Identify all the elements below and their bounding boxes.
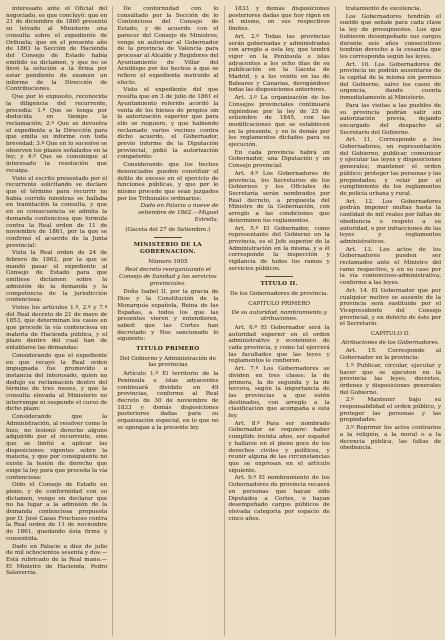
decree-number: Número 1005 — [148, 258, 188, 265]
paragraph: Art. 3.º La organización de los Consejos provinciales continuará rigiéndose por la ley de 25 de setiembre de 1845, con las modificaciones que se establecen en la presente, y en lo demás por los reglamentos dictados para su ejecución. — [228, 95, 330, 149]
law-title: Real decreto reorganizando el Consejo de Sanidad y los servicios provinciales. — [119, 267, 217, 287]
paragraph: Los Gobernadores tendrán el sueldo que señale para cada clase la ley de presupuestos. Los que hubieren desempeñado sus cargos durante seis años consecutivos tendrán derecho a la cesantía que les corresponda según las leyes. — [339, 13, 441, 60]
paragraph: Art. 8.º Para ser nombrado Gobernador se requiere: haber cumplido treinta años, ser español y hallarse en el pleno goce de los derechos civiles y políticos, y reunir alguna de las circunstancias que se expresan en el artículo siguiente. — [228, 420, 330, 474]
column-4 — [335, 6, 441, 636]
paragraph: Art. 15. Corresponde al Gobernador en la provincia: — [339, 348, 441, 362]
chapter-heading: CAPITULO II. — [370, 331, 410, 338]
paragraph: Dado en Palacio a diez de julio de mil ochocientos sesenta y dos.—Está rubricado de la Real mano.—El Ministro de Hacienda, Pedro Salaverría. — [6, 543, 108, 577]
paragraph: 3.º Reprimir los actos contrarios a la religión, a la moral o a la decencia pública, las faltas de obediencia. — [339, 425, 441, 452]
paragraph: 1833 y demás disposiciones posteriores dadas que hoy rigen en el mismo, en sus respectivos límites. — [228, 6, 330, 33]
paragraph: En cada provincia habrá un Gobernador, una Diputación y un Consejo provincial. — [228, 149, 330, 170]
column-3 — [224, 6, 330, 636]
paragraph: Artículo 1.º El territorio de la Península e islas adyacentes continuará dividido en 49 provincias, conforme al Real decreto de 30 de noviembre de 1833 y demás disposiciones posteriores dadas para su organización especial, en lo que no se opongan a la presente ley. — [117, 371, 219, 431]
title-subheading: Del Gobierno y Administración de las provincias — [119, 355, 216, 369]
paragraph: Art. 9.º El nombramiento de los Gobernadores de provincia recaerá en personas que hayan sido Diputados a Cortes, o hayan desempeñado cargos públicos de elevada categoría por espacio de cinco años. — [228, 475, 330, 522]
paragraph: Visto el escrito presentado por el recurrente solicitando se declare que el término para recurrir no había corrido mientras se hallaba en tramitación la consulta, y que en su consecuencia se admita la demanda contenciosa que formula contra la Real orden de 11 de noviembre de 1861, por la que se confirmó el acuerdo de la Junta provincial: — [6, 175, 108, 249]
paragraph: Art. 5.º El Gobernador, como representante del Gobierno en la provincia, es el Jefe superior de la Administración en la misma, y a él corresponde la inspección y vigilancia de todos los ramos y servicios públicos. — [228, 225, 330, 272]
columns-container — [6, 6, 441, 636]
divider — [265, 276, 293, 277]
paragraph: Doña Isabel II, por la gracia de Dios y la Constitución de la Monarquía española, Reina de las Españas, a todos los que las presentes vieren y entendieren, sabed: que las Cortes han decretado y Nos sancionado lo siguiente: — [117, 289, 219, 343]
paragraph: Art. 13. Los actos de los Gobernadores pueden ser reclamados ante el Ministro del ramo respectivo, y en su caso por la vía contencioso-administrativa, conforme a las leyes. — [339, 246, 441, 287]
paragraph: Art. 11. Corresponde a los Gobernadores, en representación del Gobierno, publicar, comunicar y ejecutar las leyes y disposiciones generales; mantener el orden público; proteger las personas y las propiedades; y velar por el cumplimiento de los reglamentos de policía urbana y rural. — [339, 137, 441, 197]
paragraph: Considerando que la Administración, al resolver como lo hizo, no lesionó derecho alguno adquirido por el recurrente, sino que se limitó a aplicar las disposiciones vigentes sobre la materia, y que por consiguiente no existe la lesión de derecho que exige la ley para que proceda la vía contenciosa: — [6, 414, 108, 481]
column-1 — [6, 6, 107, 636]
paragraph: Art. 10. Los Gobernadores de provincia no podrán ausentarse de la capital de la misma sin permiso del Gobierno, salvo los casos de urgencia, dando cuenta inmediatamente al Ministerio. — [339, 61, 441, 102]
paragraph: Art. 7.º Los Gobernadores se dividen en tres clases: la de primera, la de segunda y la de tercera, según la importancia de las provincias a que estén destinados, con arreglo a la clasificación que acompaña a esta ley. — [228, 366, 330, 420]
paragraph: Vistos los artículos 1.º, 2.º y 7.º del Real decreto de 21 de mayo de 1853, que determinan los casos en que procede la vía contenciosa en materia de Hacienda pública, y el plazo dentro del cual han de entablarse las demandas: — [6, 304, 108, 352]
paragraph: tratamiento de excelencia. — [345, 6, 422, 12]
paragraph: Art. 6.º El Gobernador será la autoridad superior en el orden administrativo y económico de cada provincia, y como tal ejercerá las facultades que las leyes y reglamentos le confieren. — [228, 324, 330, 365]
title-heading: TITULO II. — [260, 281, 298, 288]
chapter-heading: CAPITULO PRIMERO — [248, 300, 311, 307]
paragraph: De conformidad con lo consultado por la Sección de lo Contencioso del Consejo de Estado, y de acuerdo con el parecer del Consejo de Ministros, vengo en autorizar al Gobernador de la provincia de Valencia para procesar al Alcalde y Regidores del Ayuntamiento de Villar del Arzobispo por los hechos a que se refiere el expediente instruido al efecto. — [117, 6, 219, 86]
title-subheading: De los Gobernadores de provincia. — [230, 291, 329, 298]
paragraph: Para las visitas a las pueblos de su provincia podrán salir sin autorización previa, dejando encargado del despacho al Secretario del Gobierno. — [339, 102, 441, 136]
divider — [154, 237, 182, 238]
paragraph: Visto el expediente del que resulta que en 3 de julio de 1861 el Ayuntamiento referido acordó la venta de los bienes de propios sin la autorización superior que para ello se requiere, y que habiendo reclamado varios vecinos contra dicho acuerdo, el Gobernador, previo informe de la Diputación provincial, pidió la autorización competente: — [117, 87, 219, 161]
paragraph: 1.º Publicar, circular, ejecutar y hacer que se ejecuten en la provincia las leyes, decretos, órdenes y disposiciones generales del Gobierno. — [339, 362, 441, 396]
chapter-subheading: De su autoridad, nombramiento y atribuciones. — [231, 309, 327, 323]
paragraph: Que por lo expuesto, reconocida la diligencia del recurrente, procedía: 1.º Que se tenga por deducida en tiempo la reclamación; 2.º Que se devuelva el expediente a la Dirección para que emita su informe con toda brevedad; 3.º Que en lo sucesivo se observen los plazos señalados en la ley; y 4.º Que se comunique al interesado la resolución que recaiga. — [6, 94, 108, 174]
paragraph: Vista la Real orden de 24 de febrero de 1862, por la que se mandó pasar el expediente al Consejo de Estado para que emitiese dictamen sobre la admisión de la demanda y la competencia de la jurisdicción contenciosa: — [6, 250, 108, 304]
paragraph: 2.º Mantener bajo su responsabilidad el orden público, y proteger las personas y las propiedades. — [339, 397, 441, 424]
paragraph: Art. 14. El Gobernador que por cualquier motivo se ausente de la provincia será sustituido por el Vicepresidente del Consejo provincial, y en defecto de éste por el Secretario. — [339, 287, 441, 328]
title-heading: TITULO PRIMERO — [136, 346, 200, 353]
ministry-heading: MINISTERIO DE LA GOBERNACION. — [133, 242, 203, 255]
paragraph: Considerando que los hechos denunciados pueden constituir el delito de exceso en el ejercicio de funciones públicas, y que por lo mismo procede que sean juzgados por los Tribunales ordinarios: — [117, 162, 219, 202]
paragraph: interesado ante el Oficial del negociado, es que concluyó: que en 21 de diciembre de 1860 presentó su letrado al Ministerio una consulta sobre el expediente de Orihuela; que en el presente año de 1861 la Sección de Hacienda del Consejo de Estado había emitido su dictamen, y que no se llevó la solución a la firma por estar pendiente de examen un informe de la Dirección de Contribuciones. — [6, 6, 108, 93]
paragraph: Considerando que el expediente en que recayó la Real orden impugnada fue promovido a instancia del interesado, quien no dedujo su reclamación dentro del término de tres meses, y que la consulta elevada al Ministerio no interrumpe ni suspende el curso de dicho plazo: — [6, 352, 108, 413]
signature-line: Dado en Palacio a nueve de setiembre de 1862.—Miguel Estrella. — [138, 203, 219, 223]
chapter-subheading: Atribuciones de los Gobernadores. — [341, 339, 440, 346]
paragraph: Art. 12. Los Gobernadores podrán imponer multas hasta la cantidad de mil reales por faltas de obediencia o respeto a su autoridad, o por infracciones de las leyes y reglamentos administrativos. — [339, 198, 441, 245]
paragraph: Oído el Consejo de Estado en pleno, y de conformidad con su dictamen, vengo en declarar que no ha lugar a la admisión de la demanda contenciosa propuesta por D. José Casas Fructuoso contra la Real orden de 11 de noviembre de 1861, quedando ésta firme y consentida. — [6, 482, 108, 542]
column-2 — [112, 6, 218, 636]
gazette-reference: (Gaceta del 27 de Setiembre.) — [125, 226, 211, 233]
paragraph: Art. 2.º Todas las provincias serán gobernadas y administradas con arreglo a esta ley, que tendrá vigor en la Península e islas adyacentes a los ocho días de su publicación en la Gaceta de Madrid, y a los veinte en las de Baleares y Canarias, derogándose todas las disposiciones anteriores. — [228, 33, 330, 94]
paragraph: Art. 4.º Los Gobernadores de provincia, los Secretarios de los Gobiernos y los Oficiales de Secretaría serán nombrados por Real decreto, a propuesta del Ministro de la Gobernación, con arreglo a las condiciones que determinen los reglamentos. — [228, 170, 330, 224]
